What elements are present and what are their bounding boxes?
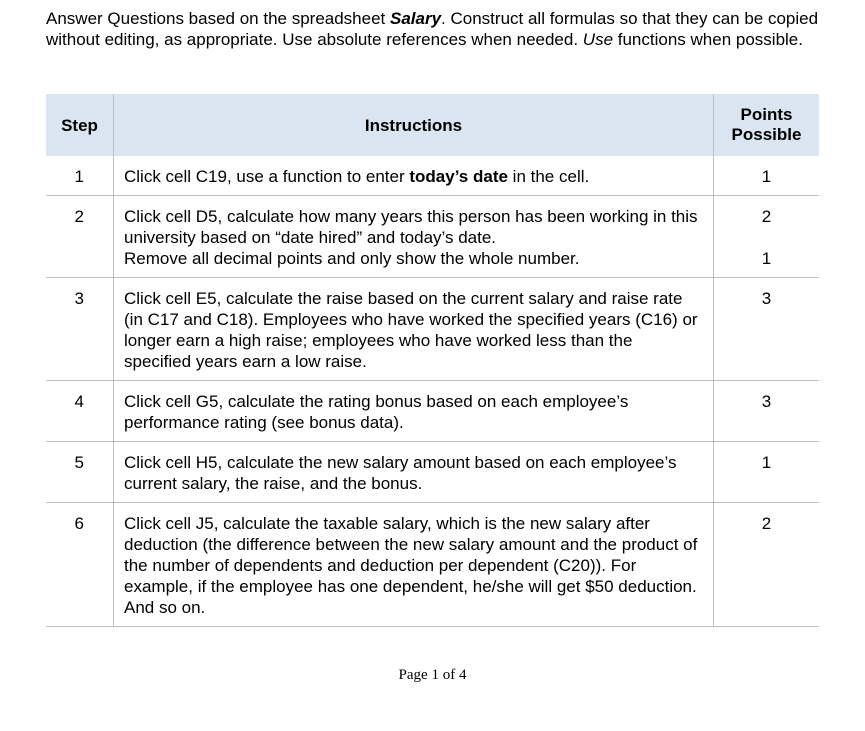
instruction-subtask: Remove all decimal points and only show the whole number.	[124, 249, 580, 268]
instruction-text-part: Click cell E5, calculate the raise based on the current salary and raise rate (in C17 and C18). Employees who have worked the specified years (C16) or longer earn a high raise; employees who have worked less than the specified years earn a low raise.	[124, 289, 698, 371]
table-row	[46, 442, 819, 503]
header-points: Points Possible	[714, 94, 820, 156]
instruction-cell	[114, 196, 714, 278]
points-cell	[714, 196, 820, 278]
instruction-text-part: Click cell H5, calculate the new salary amount based on each employee’s current salary, the raise, and the bonus.	[124, 453, 677, 493]
points-value: 1	[761, 249, 772, 268]
instruction-cell	[114, 503, 714, 627]
intro-text-3: functions when possible.	[613, 30, 803, 49]
intro-use-word: Use	[582, 30, 614, 49]
instruction-text-part: in the cell.	[507, 167, 590, 186]
table-row	[46, 196, 819, 278]
instruction-text	[124, 391, 701, 433]
table-header-row	[46, 94, 819, 156]
table-row	[46, 156, 819, 196]
table-row	[46, 381, 819, 442]
instruction-text	[124, 452, 701, 494]
instruction-cell	[114, 156, 714, 196]
instruction-cell	[114, 442, 714, 503]
step-number: 2	[46, 196, 114, 278]
points-cell	[714, 503, 820, 627]
points-cell	[714, 156, 820, 196]
table-row	[46, 278, 819, 381]
points-cell	[714, 278, 820, 381]
instruction-cell	[114, 381, 714, 442]
table-row	[46, 503, 819, 627]
header-instructions: Instructions	[114, 94, 714, 156]
points-value: 1	[761, 167, 772, 186]
points-value: 3	[761, 289, 772, 308]
points-value: 3	[761, 392, 772, 411]
instruction-text-part: Click cell D5, calculate how many years this person has been working in this university based on “date hired” and today’s date.	[124, 207, 698, 247]
instruction-text-part: Click cell G5, calculate the rating bonus based on each employee’s performance rating (see bonus data).	[124, 392, 629, 432]
instruction-emphasis: today’s date	[409, 167, 508, 186]
points-value: 2	[761, 207, 772, 226]
instruction-text	[124, 166, 701, 187]
points-cell	[714, 442, 820, 503]
step-number: 6	[46, 503, 114, 627]
page-number: Page 1 of 4	[398, 667, 467, 683]
intro-text-2: . Construct all formulas so that they can be copied without editing, as appropriate. Use absolute references when needed.	[46, 9, 819, 49]
step-number: 3	[46, 278, 114, 381]
points-cell	[714, 381, 820, 442]
intro-paragraph	[46, 8, 836, 50]
points-value: 1	[761, 453, 772, 472]
step-number: 4	[46, 381, 114, 442]
instruction-text	[124, 288, 701, 372]
instruction-text	[124, 206, 701, 248]
instruction-text	[124, 513, 701, 618]
instruction-text-part: Click cell C19, use a function to enter	[124, 167, 410, 186]
step-number: 5	[46, 442, 114, 503]
step-number: 1	[46, 156, 114, 196]
sheet-name: Salary	[390, 9, 442, 28]
intro-text-1: Answer Questions based on the spreadsheet	[46, 9, 390, 28]
header-step: Step	[46, 94, 114, 156]
instruction-cell	[114, 278, 714, 381]
points-value: 2	[761, 514, 772, 533]
instruction-text-part: Click cell J5, calculate the taxable salary, which is the new salary after deduction (the difference between the new salary amount and the product of the number of dependents and deduction per dependent (C20)). For example, if the employee has one dependent, he/she will get $50 deduction. And so on.	[124, 514, 698, 617]
table-body	[46, 156, 819, 627]
steps-table	[46, 94, 819, 627]
